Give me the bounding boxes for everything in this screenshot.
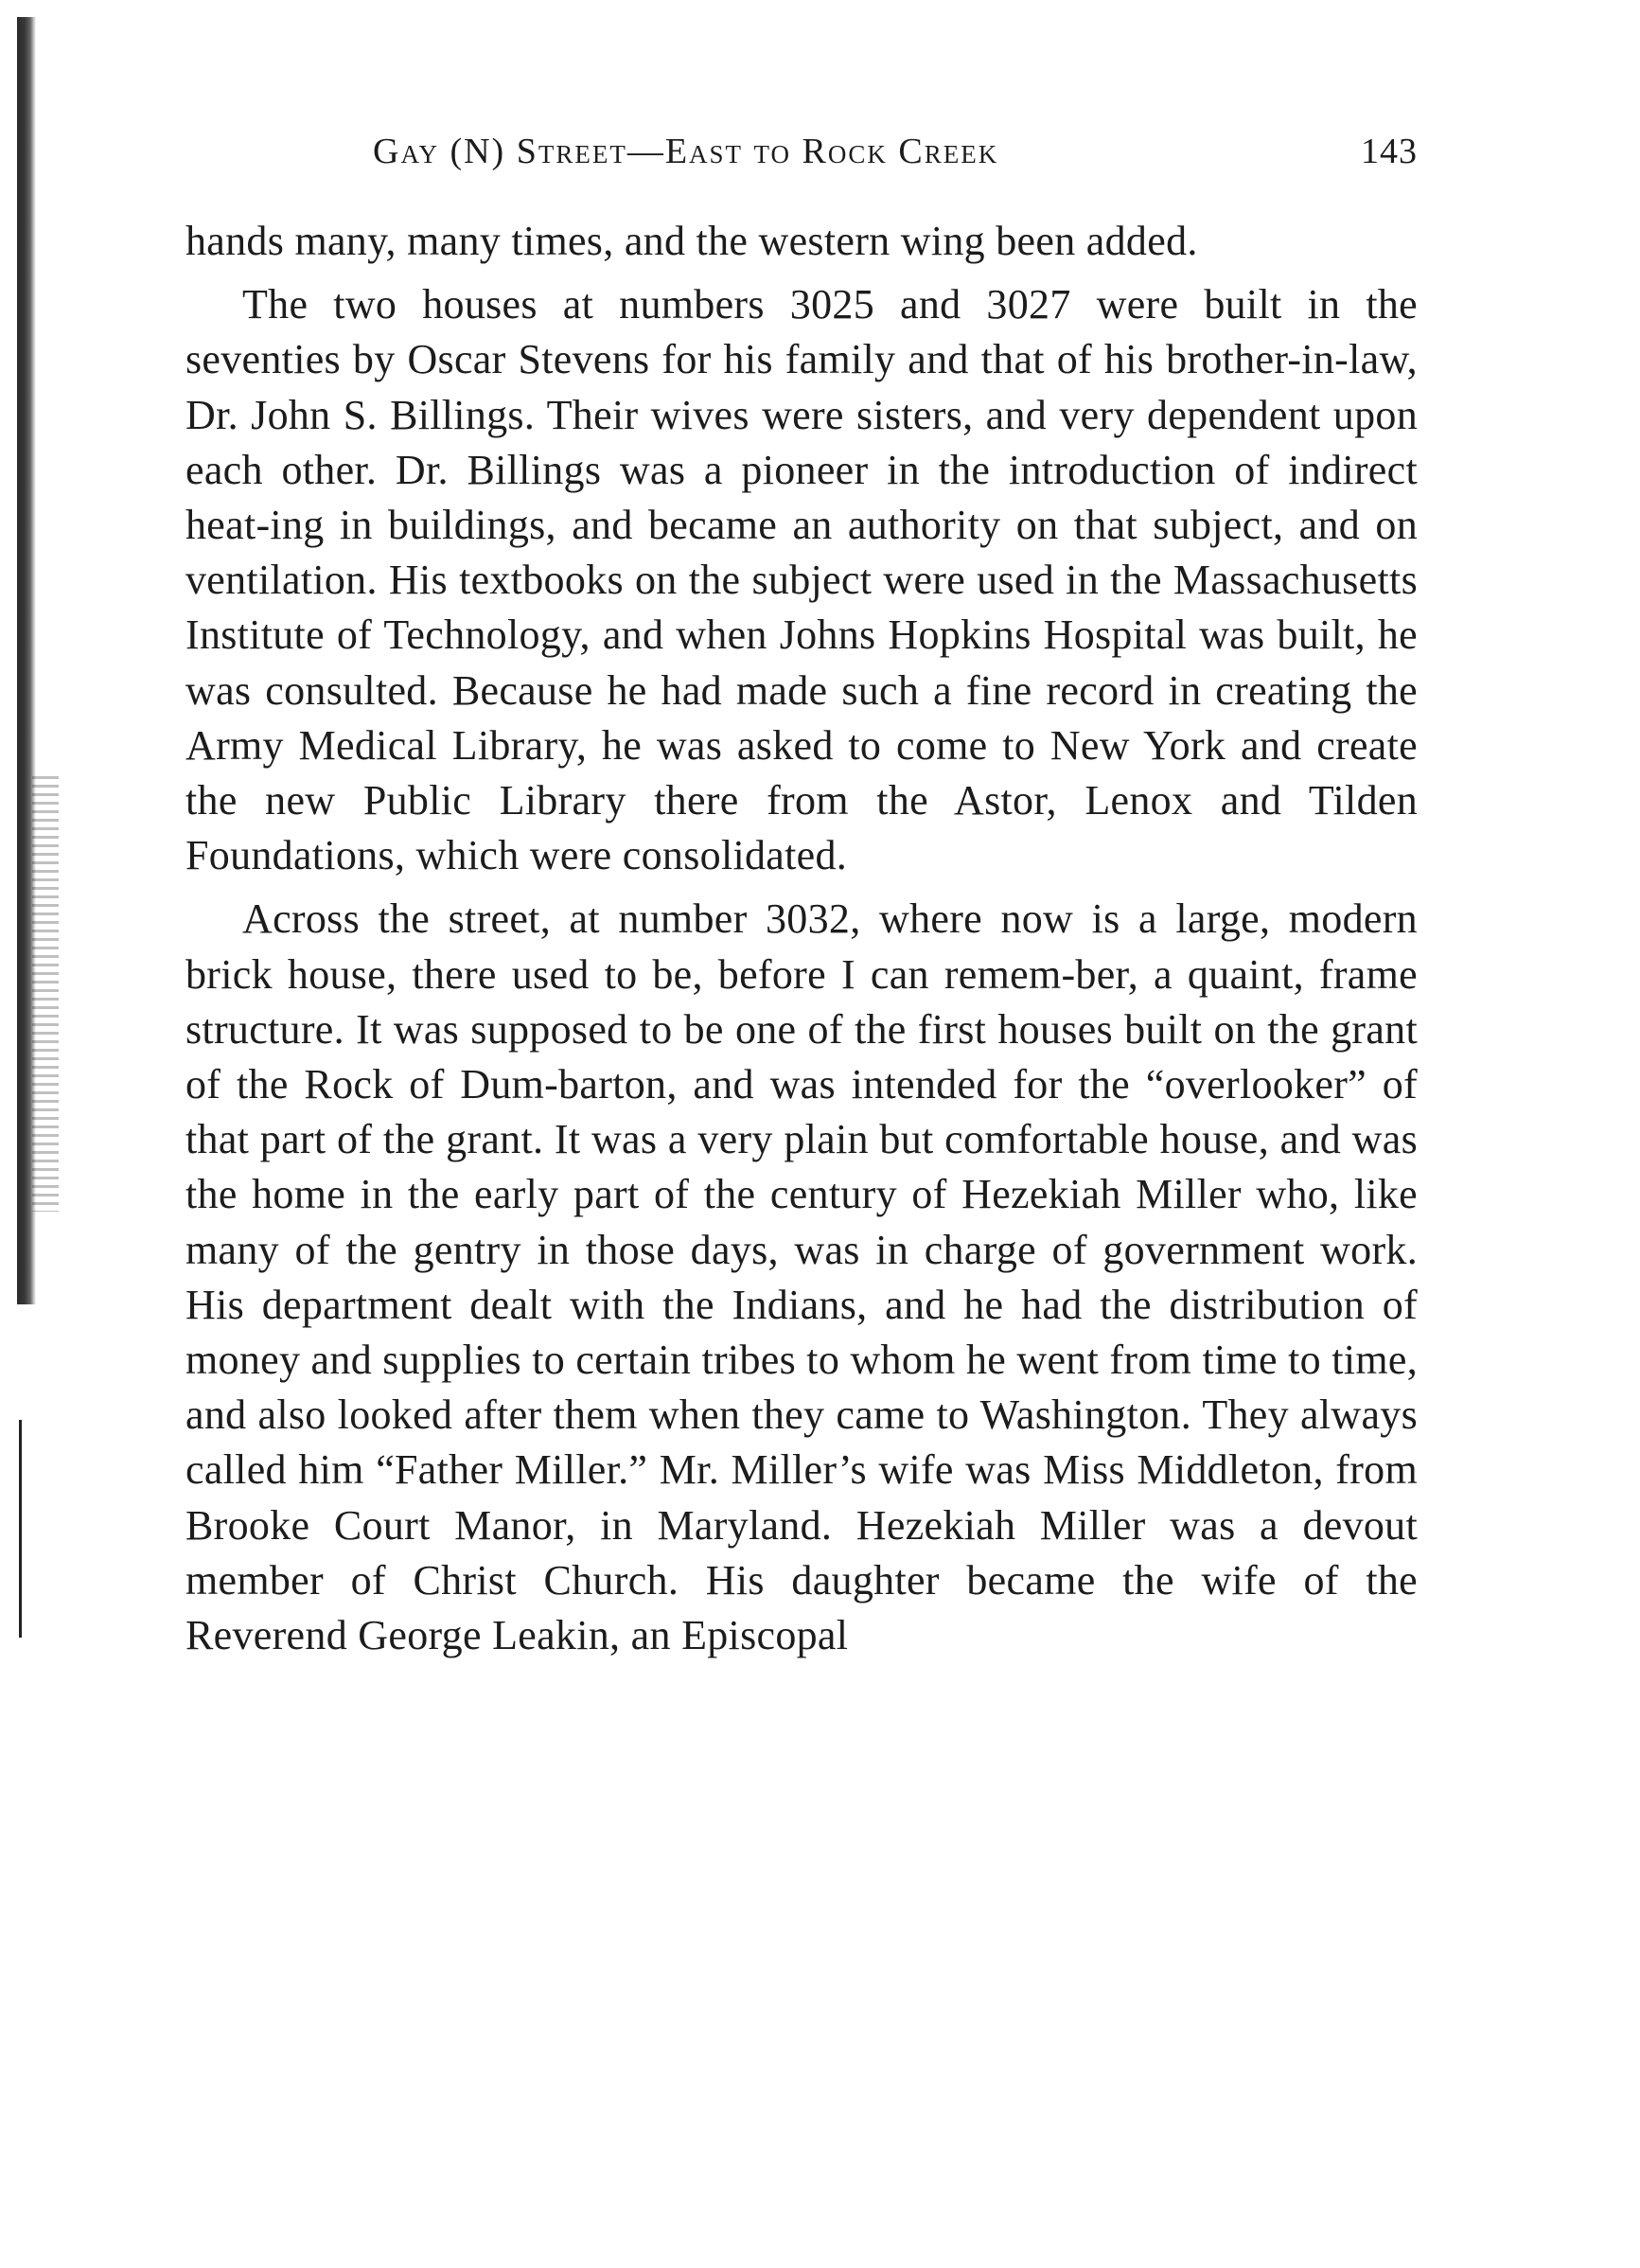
page-number: 143 bbox=[1361, 132, 1418, 171]
body-text bbox=[185, 214, 1418, 1672]
paragraph-billings-houses: The two houses at numbers 3025 and 3027 were built in the seventies by Oscar Stevens for his family and that of his brother-in-law, Dr. John S. Billings. Their wives were sisters, and very dependent upon each other. Dr. Billings was a pioneer in the introduction of indirect heat-ing in buildings, and became an authority on that subject, and on ventilation. His textbooks on the subject were used in the Massachusetts Institute of Technology, and when Johns Hopkins Hospital was built, he was consulted. Because he had made such a fine record in creating the Army Medical Library, he was asked to come to New York and create the new Public Library there from the Astor, Lenox and Tilden Foundations, which were consolidated. bbox=[185, 281, 1418, 879]
running-header bbox=[373, 131, 1418, 187]
paragraph-continuation: hands many, many times, and the western wing been added. bbox=[185, 218, 1198, 264]
scan-gutter-speckle bbox=[32, 776, 59, 1212]
running-title: Gay (N) Street—East to Rock Creek bbox=[373, 132, 999, 171]
paragraph-miller-house: Across the street, at number 3032, where now is a large, modern brick house, there used to be, before I can remem-ber, a quaint, frame structure. It was supposed to be one of the first houses built on the grant of the Rock of Dum-barton, and was intended for the “overlooker” of that part of the grant. It was a very plain but comfortable house, and was the home in the early part of the century of Hezekiah Miller who, like many of the gentry in those days, was in charge of government work. His department dealt with the Indians, and he had the distribution of money and supplies to certain tribes to whom he went from time to time, and also looked after them when they came to Washington. They always called him “Father Miller.” Mr. Miller’s wife was Miss Middleton, from Brooke Court Manor, in Maryland. Hezekiah Miller was a devout member of Christ Church. His daughter became the wife of the Reverend George Leakin, an Episcopal bbox=[185, 895, 1418, 1659]
scan-edge-line bbox=[19, 1420, 22, 1638]
